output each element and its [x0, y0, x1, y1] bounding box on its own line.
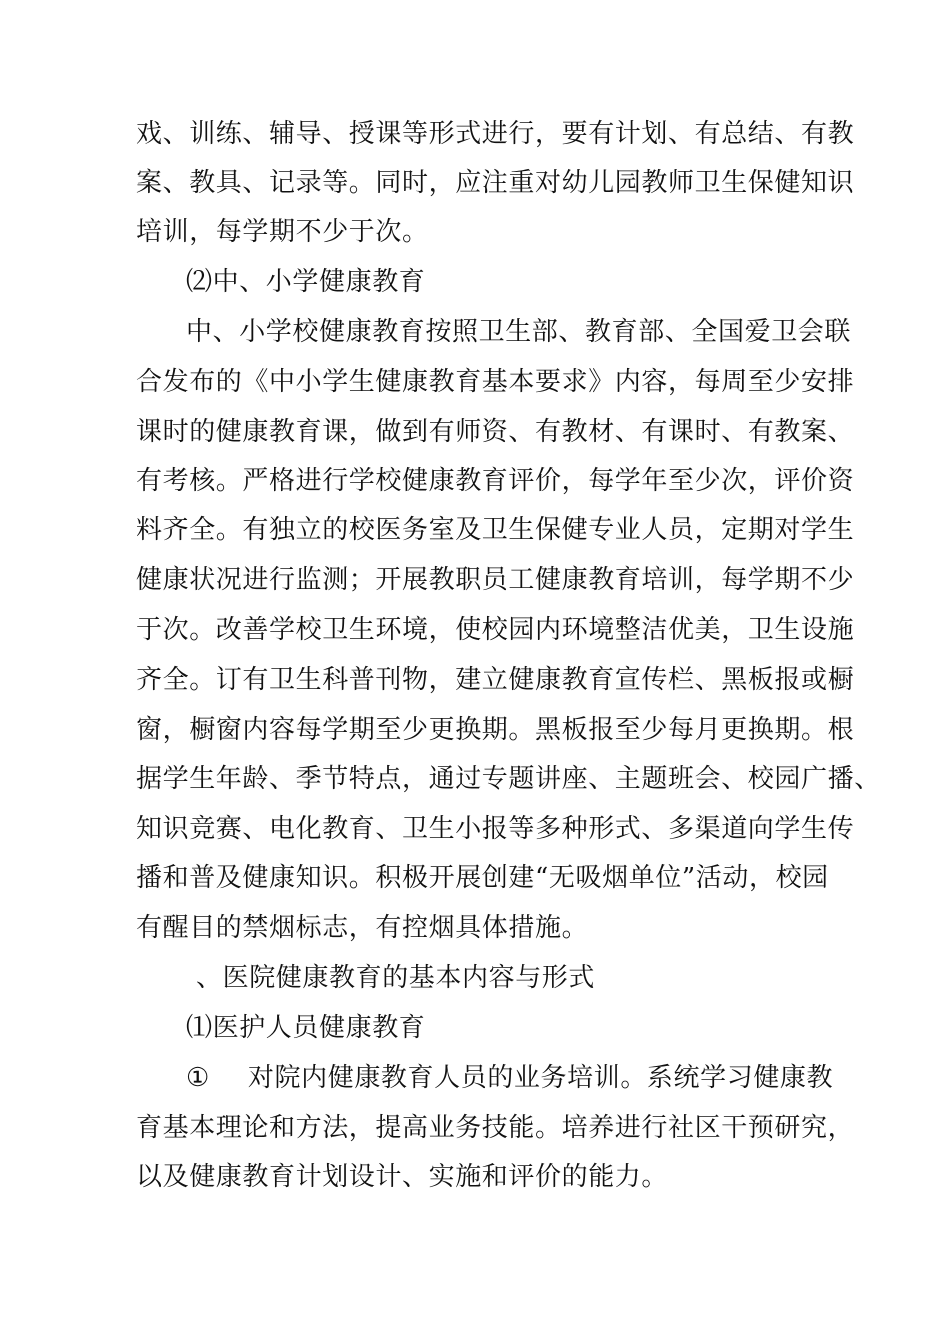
paragraph-line: 戏、训练、辅导、授课等形式进行，要有计划、有总结、有教 — [136, 119, 855, 149]
paragraph-line: 有考核。严格进行学校健康教育评价，每学年至少次，评价资 — [136, 466, 855, 496]
paragraph-line: 中、小学校健康教育按照卫生部、教育部、全国爱卫会联 — [186, 317, 852, 347]
paragraph-line: 播和普及健康知识。积极开展创建“无吸烟单位”活动，校园 — [136, 863, 829, 893]
paragraph-line: 培训，每学期不少于次。 — [136, 217, 429, 247]
paragraph-line: 合发布的《中小学生健康教育基本要求》内容，每周至少安排 — [136, 367, 855, 397]
paragraph-line: 案、教具、记录等。同时，应注重对幼儿园教师卫生保健知识 — [136, 168, 855, 198]
section-heading: 、医院健康教育的基本内容与形式 — [196, 963, 596, 993]
paragraph-line: 齐全。订有卫生科普刊物，建立健康教育宣传栏、黑板报或橱 — [136, 665, 855, 695]
paragraph-line: 有醒目的禁烟标志，有控烟具体措施。 — [136, 913, 589, 943]
circled-number-one: ① — [186, 1063, 210, 1093]
section-heading: ⑵中、小学健康教育 — [186, 267, 426, 297]
paragraph-line: 以及健康教育计划设计、实施和评价的能力。 — [136, 1162, 669, 1192]
paragraph-line: 育基本理论和方法，提高业务技能。培养进行社区干预研究， — [136, 1113, 855, 1143]
numbered-item-text: 对院内健康教育人员的业务培训。系统学习健康教 — [247, 1063, 834, 1093]
paragraph-line: 料齐全。有独立的校医务室及卫生保健专业人员，定期对学生 — [136, 515, 855, 545]
paragraph-line: 于次。改善学校卫生环境，使校园内环境整洁优美，卫生设施 — [136, 615, 855, 645]
numbered-item-line — [186, 1062, 833, 1094]
subsection-heading: ⑴医护人员健康教育 — [186, 1013, 426, 1043]
paragraph-line: 健康状况进行监测；开展教职员工健康教育培训，每学期不少 — [136, 565, 855, 595]
paragraph-line: 窗，橱窗内容每学期至少更换期。黑板报至少每月更换期。根 — [136, 715, 855, 745]
paragraph-line: 课时的健康教育课，做到有师资、有教材、有课时、有教案、 — [136, 417, 855, 447]
paragraph-line: 知识竞赛、电化教育、卫生小报等多种形式、多渠道向学生传 — [136, 814, 855, 844]
paragraph-line: 据学生年龄、季节特点，通过专题讲座、主题班会、校园广播、 — [136, 764, 881, 794]
